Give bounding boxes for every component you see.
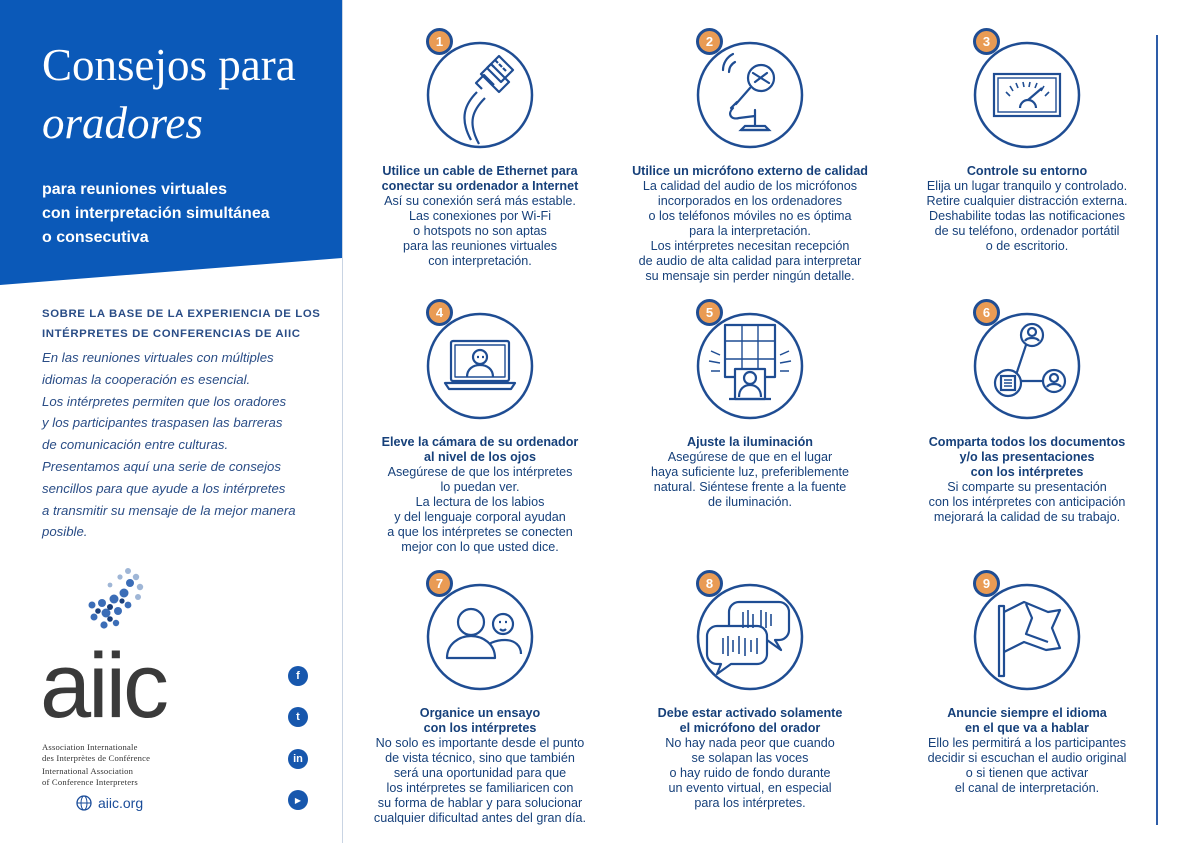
aiic-logo: aiic [40, 635, 167, 737]
microphone-icon [695, 40, 805, 150]
linkedin-icon: in [293, 753, 303, 765]
tip-8 [615, 576, 885, 811]
about-line: de comunicación entre culturas. [42, 437, 229, 453]
tip-body-line: Asegúrese de que los intérpretes [387, 465, 573, 479]
tip-title-line: Ajuste la iluminación [687, 435, 813, 449]
tip-icon-frame [425, 305, 535, 421]
tip-body-line: La calidad del audio de los micrófonos [642, 179, 858, 193]
tip-icon-frame [972, 305, 1082, 421]
youtube-link[interactable] [288, 790, 308, 810]
tip-body-line: de iluminación. [707, 495, 792, 509]
tip-title [615, 164, 885, 179]
lighting-icon [695, 311, 805, 421]
tip-body-line: o si tienen que activar [965, 766, 1089, 780]
panel-divider [342, 0, 343, 843]
tip-body-line: su mensaje sin perder ningún detalle. [645, 269, 855, 283]
tip-body-line: La lectura de los labios [415, 495, 545, 509]
step-number-badge: 1 [426, 28, 453, 55]
step-number-badge: 9 [973, 570, 1000, 597]
tip-body-line: se solapan las voces [691, 751, 809, 765]
association-name [42, 742, 150, 787]
tip-title-line: Debe estar activado solamente [657, 706, 843, 720]
tip-title [345, 164, 615, 194]
tip-title-line: al nivel de los ojos [424, 450, 536, 464]
tip-body-line: mejor con lo que usted dice. [401, 540, 559, 554]
tip-body-line: o hotspots no son aptas [413, 224, 547, 238]
tip-body-line: para los intérpretes. [694, 796, 806, 810]
tip-body-line: de audio de alta calidad para interpretar [638, 254, 862, 268]
tip-body-line: haya suficiente luz, preferiblemente [650, 465, 850, 479]
tip-title-line: Utilice un micrófono externo de calidad [632, 164, 868, 178]
tip-body-line: o hay ruido de fondo durante [669, 766, 831, 780]
rehearsal-people-icon [425, 582, 535, 692]
about-line: posible. [42, 524, 88, 540]
tip-title-line: Utilice un cable de Ethernet para [382, 164, 578, 178]
tip-body-line: No solo es importante desde el punto [375, 736, 585, 750]
step-number-badge: 7 [426, 570, 453, 597]
subtitle-line: con interpretación simultánea [42, 205, 270, 222]
tip-body-line: Los intérpretes necesitan recepción [650, 239, 850, 253]
tip-body-line: un evento virtual, en especial [668, 781, 832, 795]
tip-body-line: o de escritorio. [985, 239, 1069, 253]
tip-title-line: en el que va a hablar [965, 721, 1089, 735]
association-line: des Interprètes de Conférence [42, 752, 151, 763]
tip-body [345, 465, 615, 555]
about-heading-line: SOBRE LA BASE DE LA EXPERIENCIA DE LOS [42, 308, 321, 320]
tip-body-line: a que los intérpretes se conecten [387, 525, 573, 539]
tip-title [345, 435, 615, 465]
association-line: Association Internationale [42, 742, 138, 752]
step-number-badge: 6 [973, 299, 1000, 326]
tip-body-line: Así su conexión será más estable. [384, 194, 576, 208]
youtube-icon: ▶ [294, 795, 302, 805]
tip-body-line: mejorará la calidad de su trabajo. [933, 510, 1121, 524]
tip-body-line: con interpretación. [428, 254, 532, 268]
about-heading-line: INTÉRPRETES DE CONFERENCIAS DE AIIC [42, 328, 301, 340]
tip-body-line: será una oportunidad para que [393, 766, 567, 780]
twitter-icon: t [296, 711, 300, 723]
tip-title [892, 164, 1162, 179]
globe-icon [76, 795, 92, 811]
tip-body-line: Deshabilite todas las notificaciones [928, 209, 1125, 223]
about-line: y los participantes traspasen las barreras [42, 415, 283, 431]
tip-title [892, 435, 1162, 480]
aiic-logo-dots-icon [80, 563, 150, 635]
subtitle-line: o consecutiva [42, 229, 149, 246]
tip-title-line: Comparta todos los documentos [928, 435, 1126, 449]
tip-body [345, 736, 615, 826]
speech-bubbles-icon [695, 582, 805, 692]
subtitle-line: para reuniones virtuales [42, 181, 227, 198]
tip-body [345, 194, 615, 269]
tip-body-line: incorporados en los ordenadores [657, 194, 843, 208]
facebook-icon: f [296, 670, 300, 682]
tip-4 [345, 305, 615, 555]
tip-3 [892, 34, 1162, 254]
tip-title-line: con los intérpretes [970, 465, 1084, 479]
tip-body-line: Asegúrese de que en el lugar [667, 450, 833, 464]
linkedin-link[interactable] [288, 749, 308, 769]
tip-body [892, 179, 1162, 254]
tip-body-line: cualquier dificultad antes del gran día. [373, 811, 587, 825]
tip-title-line: Anuncie siempre el idioma [947, 706, 1107, 720]
tip-body-line: su forma de hablar y para solucionar [377, 796, 583, 810]
tip-7 [345, 576, 615, 826]
tip-title-line: y/o las presentaciones [959, 450, 1095, 464]
tip-body-line: y del lenguaje corporal ayudan [394, 510, 566, 524]
page-title [42, 36, 296, 152]
laptop-camera-icon [425, 311, 535, 421]
tip-body-line: Si comparte su presentación [947, 480, 1107, 494]
tip-body [892, 736, 1162, 796]
about-line: En las reuniones virtuales con múltiples [42, 350, 274, 365]
tip-body [892, 480, 1162, 525]
tip-1 [345, 34, 615, 269]
tip-title-line: conectar su ordenador a Internet [381, 179, 579, 193]
facebook-link[interactable] [288, 666, 308, 686]
tip-body-line: lo puedan ver. [440, 480, 520, 494]
about-text [42, 347, 337, 543]
tip-body-line: de vista técnico, sino que también [385, 751, 575, 765]
tip-body-line: de su teléfono, ordenador portátil [934, 224, 1120, 238]
tip-body [615, 450, 885, 510]
ethernet-cable-icon [425, 40, 535, 150]
tip-body-line: con los intérpretes con anticipación [928, 495, 1126, 509]
tip-icon-frame [972, 34, 1082, 150]
website-link[interactable] [76, 793, 143, 813]
share-documents-icon [972, 311, 1082, 421]
tip-title-line: Eleve la cámara de su ordenador [381, 435, 579, 449]
tip-body-line: decidir si escuchan el audio original [927, 751, 1127, 765]
about-line: Presentamos aquí una serie de consejos [42, 458, 281, 474]
step-number-badge: 5 [696, 299, 723, 326]
about-heading [42, 304, 332, 344]
association-line: of Conference Interpreters [42, 776, 138, 787]
tip-icon-frame [425, 576, 535, 692]
tip-body-line: Retire cualquier distracción externa. [926, 194, 1128, 208]
tip-body-line: Ello les permitirá a los participantes [927, 736, 1127, 750]
tip-icon-frame [425, 34, 535, 150]
tip-title-line: con los intérpretes [423, 721, 537, 735]
tip-title [615, 706, 885, 736]
tip-title-line: Organice un ensayo [419, 706, 541, 720]
tip-body-line: Las conexiones por Wi-Fi [408, 209, 552, 223]
tip-body [615, 179, 885, 284]
tip-body-line: el canal de interpretación. [954, 781, 1100, 795]
title-line-2: oradores [42, 98, 203, 148]
tip-icon-frame [972, 576, 1082, 692]
tip-icon-frame [695, 305, 805, 421]
tip-title [345, 706, 615, 736]
association-line: International Association [42, 766, 134, 776]
title-line-1: Consejos para [42, 40, 296, 90]
page-subtitle [42, 178, 270, 250]
about-line: sencillos para que ayude a los intérpretes [42, 480, 286, 496]
tip-body-line: No hay nada peor que cuando [665, 736, 835, 750]
tip-body [615, 736, 885, 811]
tip-body-line: natural. Siéntese frente a la fuente [653, 480, 847, 494]
step-number-badge: 4 [426, 299, 453, 326]
about-line: a transmitir su mensaje de la mejor manera [42, 502, 296, 518]
tip-title-line: el micrófono del orador [679, 721, 821, 735]
about-line: Los intérpretes permiten que los oradores [42, 393, 287, 409]
tip-title [615, 435, 885, 450]
tip-body-line: Elija un lugar tranquilo y controlado. [926, 179, 1128, 193]
sound-meter-icon [972, 40, 1082, 150]
website-text: aiic.org [98, 795, 144, 811]
step-number-badge: 3 [973, 28, 1000, 55]
step-number-badge: 8 [696, 570, 723, 597]
tip-icon-frame [695, 34, 805, 150]
tip-title-line: Controle su entorno [966, 164, 1088, 178]
tip-body-line: o los teléfonos móviles no es óptima [648, 209, 852, 223]
tip-5 [615, 305, 885, 510]
tip-body-line: para las reuniones virtuales [402, 239, 557, 253]
tip-2 [615, 34, 885, 284]
tip-icon-frame [695, 576, 805, 692]
about-line: idiomas la cooperación es esencial. [42, 371, 251, 387]
tip-body-line: los intérpretes se familiaricen con [386, 781, 574, 795]
step-number-badge: 2 [696, 28, 723, 55]
flag-icon [972, 582, 1082, 692]
tip-title [892, 706, 1162, 736]
tip-body-line: para la interpretación. [689, 224, 811, 238]
tip-9 [892, 576, 1162, 796]
twitter-link[interactable] [288, 707, 308, 727]
tip-6 [892, 305, 1162, 525]
